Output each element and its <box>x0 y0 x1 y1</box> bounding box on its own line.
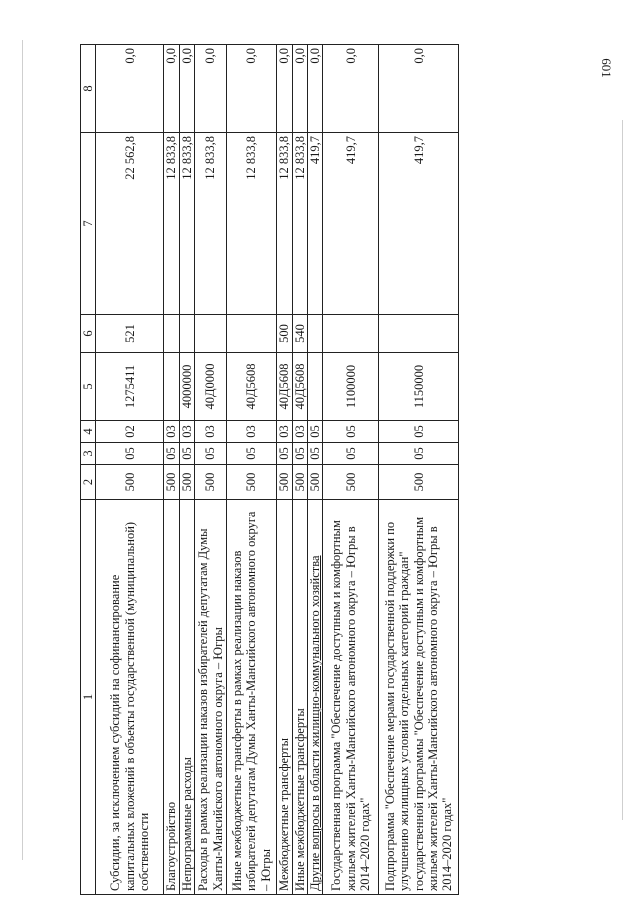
cell-col2: 500 <box>195 465 227 500</box>
row-name: Другие вопросы в области жилищно-коммунального хозяйства <box>307 500 322 895</box>
cell-col5: 40Д5608 <box>292 353 307 421</box>
col-header-4: 4 <box>81 421 96 443</box>
cell-col6: 521 <box>96 315 164 353</box>
cell-col2: 500 <box>96 465 164 500</box>
row-name: Расходы в рамках реализации наказов избирателей депутатам Думы Ханты-Мансийского автономного округа – Югры <box>195 500 227 895</box>
row-name: Иные межбюджетные трансферты <box>292 500 307 895</box>
cell-col4: 05 <box>307 421 322 443</box>
cell-col3: 05 <box>292 443 307 465</box>
cell-col2: 500 <box>277 465 292 500</box>
cell-col5: 40Д5608 <box>227 353 277 421</box>
cell-col7: 22 562,8 <box>96 133 164 315</box>
cell-col3: 05 <box>307 443 322 465</box>
header-row <box>81 45 96 895</box>
cell-col8: 0,0 <box>179 45 194 133</box>
cell-col5: 4000000 <box>179 353 194 421</box>
cell-col7: 12 833,8 <box>277 133 292 315</box>
cell-col7: 12 833,8 <box>164 133 179 315</box>
cell-col3: 05 <box>277 443 292 465</box>
cell-col6 <box>323 315 379 353</box>
cell-col7: 12 833,8 <box>195 133 227 315</box>
col-header-7: 7 <box>81 133 96 315</box>
cell-col2: 500 <box>227 465 277 500</box>
cell-col3: 05 <box>179 443 194 465</box>
cell-col6: 500 <box>277 315 292 353</box>
cell-col6 <box>179 315 194 353</box>
row-name: Государственная программа "Обеспечение доступным и комфортным жильем жителей Ханты-Мансийского автономного округа – Югры в 2014–2020 годах" <box>323 500 379 895</box>
cell-col8: 0,0 <box>227 45 277 133</box>
cell-col8: 0,0 <box>307 45 322 133</box>
cell-col2: 500 <box>323 465 379 500</box>
row-name: Межбюджетные трансферты <box>277 500 292 895</box>
cell-col2: 500 <box>164 465 179 500</box>
cell-col3: 05 <box>164 443 179 465</box>
cell-col4: 03 <box>195 421 227 443</box>
table-row <box>323 45 379 895</box>
cell-col6 <box>164 315 179 353</box>
cell-col4: 03 <box>164 421 179 443</box>
table-row <box>379 45 459 895</box>
table-row <box>96 45 164 895</box>
col-header-2: 2 <box>81 465 96 500</box>
cell-col7: 12 833,8 <box>179 133 194 315</box>
cell-col2: 500 <box>179 465 194 500</box>
cell-col6 <box>307 315 322 353</box>
cell-col8: 0,0 <box>379 45 459 133</box>
table-row <box>227 45 277 895</box>
col-header-3: 3 <box>81 443 96 465</box>
col-header-8: 8 <box>81 45 96 133</box>
cell-col5: 1100000 <box>323 353 379 421</box>
table-row <box>292 45 307 895</box>
row-name: Подпрограмма "Обеспечение мерами государственной поддержки по улучшению жилищных условий отдельных категорий граждан" государственной программы "Обеспечение доступным и комфортным жильем жителей Ханты-Мансийского автономного округа – Югры в 2014–2020 годах" <box>379 500 459 895</box>
cell-col5 <box>164 353 179 421</box>
table-row <box>195 45 227 895</box>
budget-table <box>80 44 459 895</box>
cell-col4: 03 <box>292 421 307 443</box>
cell-col4: 05 <box>323 421 379 443</box>
cell-col3: 05 <box>96 443 164 465</box>
table-row <box>179 45 194 895</box>
rotated-page <box>80 45 610 895</box>
cell-col8: 0,0 <box>277 45 292 133</box>
cell-col3: 05 <box>323 443 379 465</box>
cell-col2: 500 <box>292 465 307 500</box>
cell-col4: 03 <box>179 421 194 443</box>
row-name: Благоустройство <box>164 500 179 895</box>
cell-col8: 0,0 <box>195 45 227 133</box>
cell-col3: 05 <box>379 443 459 465</box>
row-name: Непрограммные расходы <box>179 500 194 895</box>
cell-col4: 03 <box>277 421 292 443</box>
table-row <box>307 45 322 895</box>
col-header-1: 1 <box>81 500 96 895</box>
cell-col5: 1150000 <box>379 353 459 421</box>
cell-col6 <box>227 315 277 353</box>
cell-col4: 03 <box>227 421 277 443</box>
row-name: Иные межбюджетные трансферты в рамках реализации наказов избирателей депутатам Думы Ханты-Мансийского автономного округа – Югры <box>227 500 277 895</box>
cell-col2: 500 <box>307 465 322 500</box>
cell-col4: 05 <box>379 421 459 443</box>
cell-col7: 419,7 <box>323 133 379 315</box>
cell-col5: 40Д5608 <box>277 353 292 421</box>
cell-col7: 12 833,8 <box>292 133 307 315</box>
cell-col5 <box>307 353 322 421</box>
table-row <box>164 45 179 895</box>
cell-col4: 02 <box>96 421 164 443</box>
cell-col8: 0,0 <box>292 45 307 133</box>
table-row <box>277 45 292 895</box>
scan-edge-left <box>22 40 23 860</box>
cell-col3: 05 <box>227 443 277 465</box>
cell-col6 <box>379 315 459 353</box>
cell-col7: 419,7 <box>307 133 322 315</box>
row-name: Субсидии, за исключением субсидий на софинансирование капитальных вложений в объекты государственной (муниципальной) собственности <box>96 500 164 895</box>
cell-col6: 540 <box>292 315 307 353</box>
cell-col8: 0,0 <box>164 45 179 133</box>
cell-col5: 40Д0000 <box>195 353 227 421</box>
cell-col8: 0,0 <box>96 45 164 133</box>
cell-col3: 05 <box>195 443 227 465</box>
col-header-6: 6 <box>81 315 96 353</box>
page-number: 601 <box>598 58 614 78</box>
cell-col7: 419,7 <box>379 133 459 315</box>
cell-col2: 500 <box>379 465 459 500</box>
cell-col7: 12 833,8 <box>227 133 277 315</box>
col-header-5: 5 <box>81 353 96 421</box>
scan-edge-right <box>622 120 623 820</box>
cell-col5: 1275411 <box>96 353 164 421</box>
cell-col6 <box>195 315 227 353</box>
cell-col8: 0,0 <box>323 45 379 133</box>
